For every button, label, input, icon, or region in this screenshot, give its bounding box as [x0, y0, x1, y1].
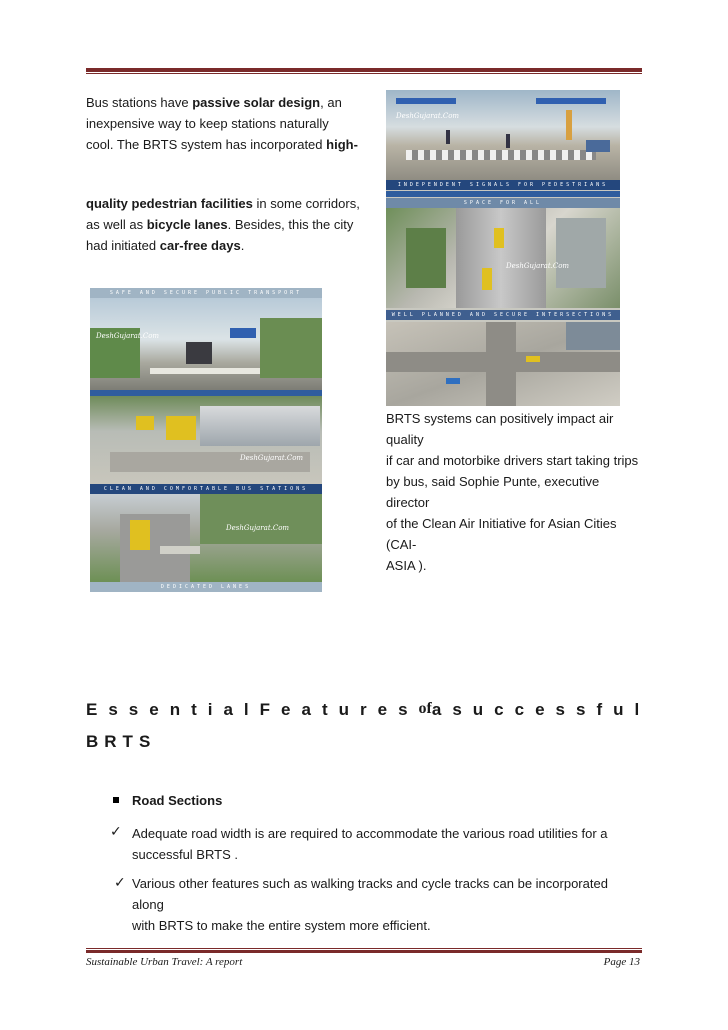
- list-item: Adequate road width is are required to accommodate the various road utilities for a successful BRTS .: [132, 826, 608, 862]
- footer-title: Sustainable Urban Travel: A report: [86, 956, 243, 968]
- pedestrian-paragraph: quality pedestrian facilities in some corridors, as well as bicycle lanes. Besides, this the city had initiated car-free days.: [86, 196, 360, 253]
- section-heading: [86, 700, 651, 720]
- public-transport-photo: [90, 298, 322, 390]
- square-bullet-icon: [113, 797, 119, 803]
- road-sections-title: Road Sections: [132, 793, 223, 808]
- intersection-photo: [386, 322, 620, 406]
- heading-word: successful: [452, 700, 651, 719]
- checkmark-icon: ✓: [114, 875, 126, 891]
- intro-paragraph: Bus stations have passive solar design, an inexpensive way to keep stations naturally cool. The BRTS system has incorporated high-: [86, 95, 358, 152]
- bus-station-photo: [90, 396, 322, 484]
- header-rule-thin: [86, 73, 642, 74]
- dedicated-lanes-photo: [90, 494, 322, 584]
- left-photo-collage: [90, 288, 322, 592]
- watermark: DeshGujarat.Com: [96, 332, 160, 340]
- footer-rule: [86, 950, 642, 953]
- page-number: Page 13: [603, 956, 640, 968]
- list-item: Various other features such as walking tracks and cycle tracks can be incorporated along with BRTS to make the entire system more efficient.: [132, 876, 608, 933]
- air-quality-paragraph: BRTS systems can positively impact air quality if car and motorbike drivers start taking trips by bus, said Sophie Punte, executive director of the Clean Air Initiative for Asian Cities (CAI- ASIA ).: [386, 411, 639, 573]
- pedestrian-signals-photo: [386, 90, 620, 182]
- heading-word: Features: [259, 700, 419, 719]
- heading-word: Essential: [86, 700, 260, 719]
- photo-caption: SAFE AND SECURE PUBLIC TRANSPORT: [90, 288, 322, 298]
- section-heading-line2: BRTS: [86, 732, 157, 751]
- checkmark-icon: ✓: [110, 824, 122, 840]
- watermark: DeshGujarat.Com: [396, 112, 460, 120]
- right-photo-collage: [386, 90, 620, 406]
- photo-caption: WELL PLANNED AND SECURE INTERSECTIONS: [386, 310, 620, 320]
- watermark: DeshGujarat.Com: [240, 454, 304, 462]
- heading-word: of: [418, 700, 432, 717]
- watermark: DeshGujarat.Com: [226, 524, 290, 532]
- header-rule: [86, 68, 642, 72]
- watermark: DeshGujarat.Com: [506, 262, 570, 270]
- photo-caption: CLEAN AND COMFORTABLE BUS STATIONS: [90, 484, 322, 494]
- photo-caption: INDEPENDENT SIGNALS FOR PEDESTRIANS: [386, 180, 620, 190]
- footer-rule-thin: [86, 948, 642, 949]
- photo-band: [386, 191, 620, 197]
- aerial-corridor-photo: [386, 208, 620, 308]
- photo-caption: SPACE FOR ALL: [386, 198, 620, 208]
- heading-word: a: [431, 700, 453, 719]
- photo-caption: DEDICATED LANES: [90, 582, 322, 592]
